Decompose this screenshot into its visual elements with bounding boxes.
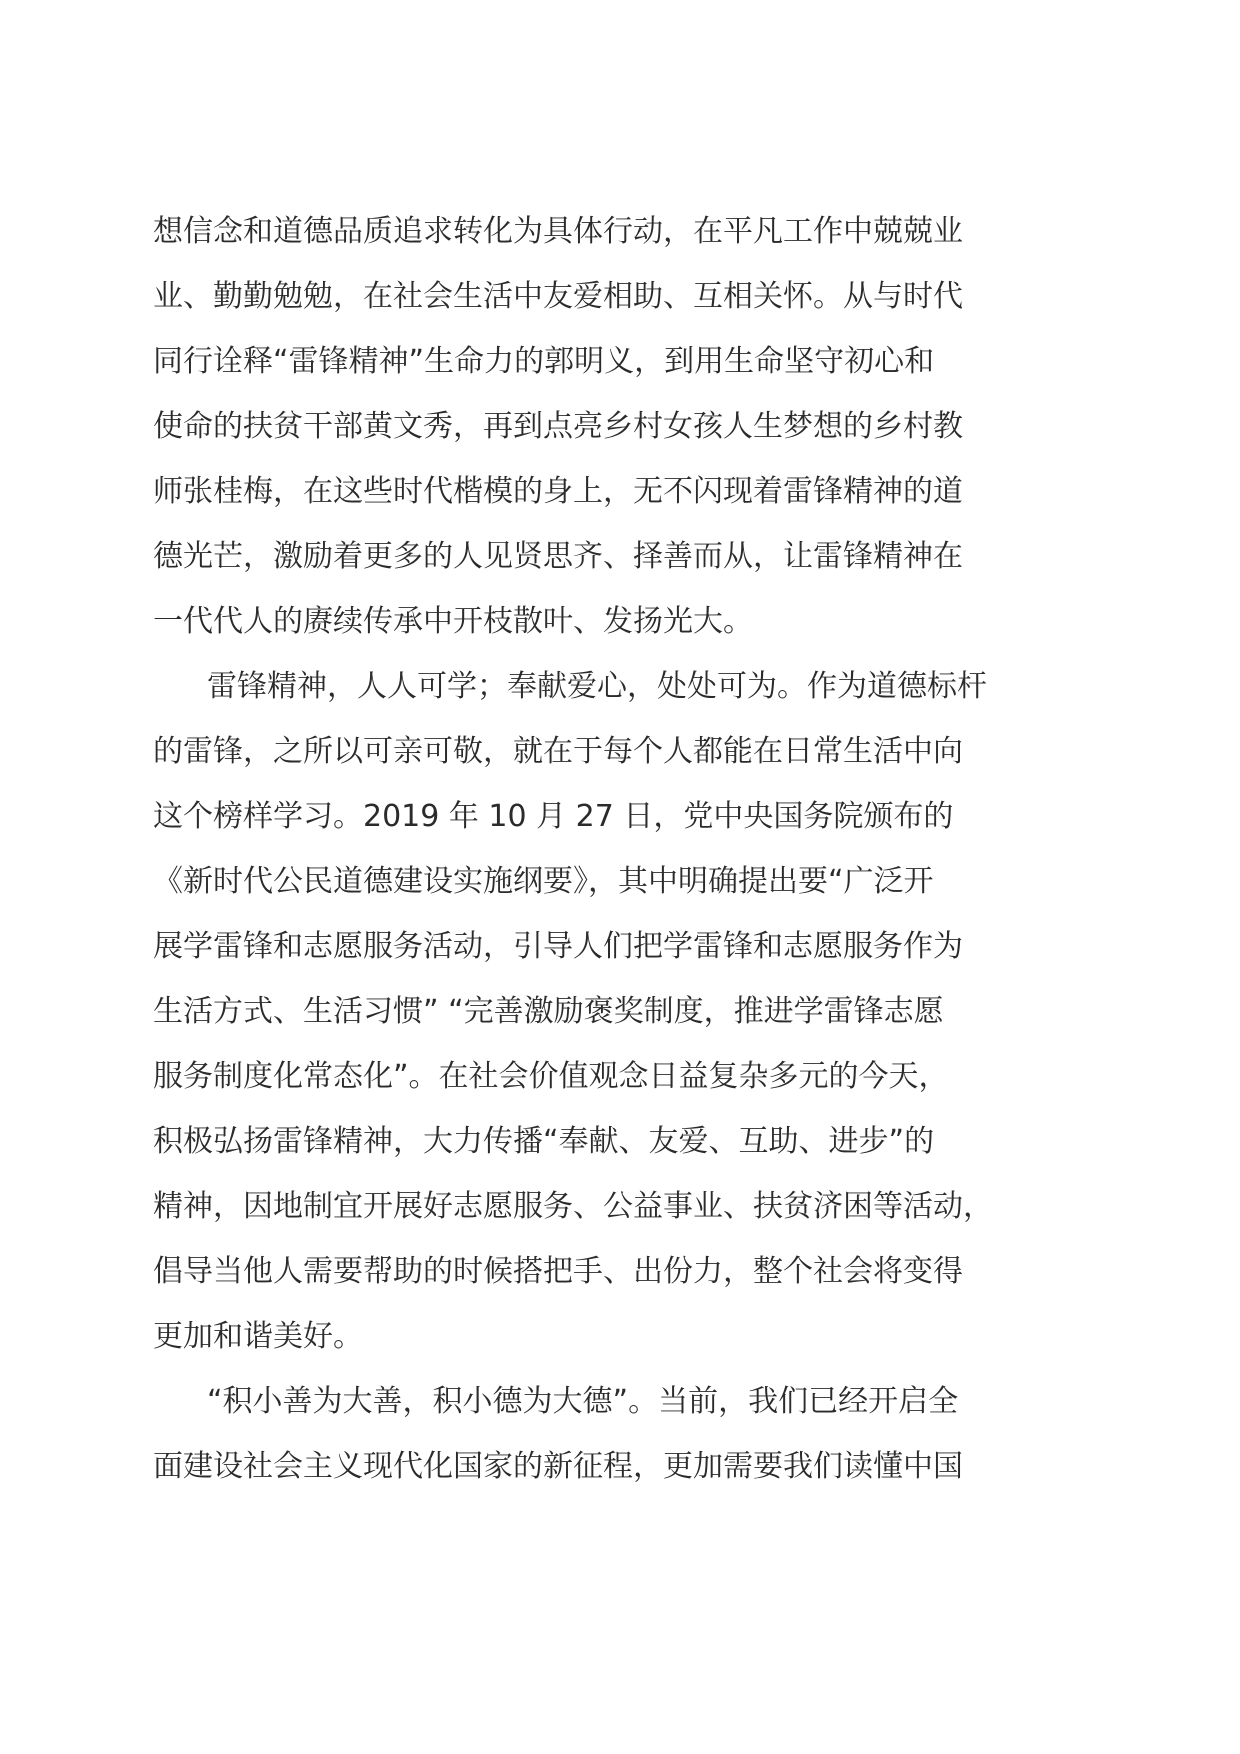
paragraph-3 [153,1369,1113,1499]
text-line: 这个榜样学习。2019 年 10 月 27 日，党中央国务院颁布的 [153,799,954,834]
text-line: 服务制度化常态化”。在社会价值观念日益复杂多元的今天， [153,1059,949,1094]
text-line: 同行诠释“雷锋精神”生命力的郭明义，到用生命坚守初心和 [153,344,935,379]
text-line: 面建设社会主义现代化国家的新征程，更加需要我们读懂中国 [153,1449,963,1484]
text-line: 更加和谐美好。 [153,1319,363,1354]
text-line: 师张桂梅，在这些时代楷模的身上，无不闪现着雷锋精神的道 [153,474,963,509]
paragraph-1 [153,199,1113,654]
text-line: 倡导当他人需要帮助的时候搭把手、出份力，整个社会将变得 [153,1254,963,1289]
text-line: 使命的扶贫干部黄文秀，再到点亮乡村女孩人生梦想的乡村教 [153,409,963,444]
text-line: 雷锋精神，人人可学；奉献爱心，处处可为。作为道德标杆 [207,669,987,704]
text-line: 德光芒，激励着更多的人见贤思齐、择善而从，让雷锋精神在 [153,539,963,574]
text-line: “积小善为大善，积小德为大德”。当前，我们已经开启全 [207,1384,959,1419]
body-text [153,199,1113,1499]
text-line: 精神，因地制宜开展好志愿服务、公益事业、扶贫济困等活动， [153,1189,993,1224]
text-line: 的雷锋，之所以可亲可敬，就在于每个人都能在日常生活中向 [153,734,963,769]
text-line: 积极弘扬雷锋精神，大力传播“奉献、友爱、互助、进步”的 [153,1124,935,1159]
text-line: 展学雷锋和志愿服务活动，引导人们把学雷锋和志愿服务作为 [153,929,963,964]
text-line: 生活方式、生活习惯” “完善激励褒奖制度，推进学雷锋志愿 [153,994,944,1029]
text-line: 一代代人的赓续传承中开枝散叶、发扬光大。 [153,604,753,639]
text-line: 想信念和道德品质追求转化为具体行动，在平凡工作中兢兢业 [153,214,963,249]
text-line: 《新时代公民道德建设实施纲要》，其中明确提出要“广泛开 [153,864,934,899]
paragraph-2 [153,654,1113,1369]
text-line: 业、勤勤勉勉，在社会生活中友爱相助、互相关怀。从与时代 [153,279,963,314]
